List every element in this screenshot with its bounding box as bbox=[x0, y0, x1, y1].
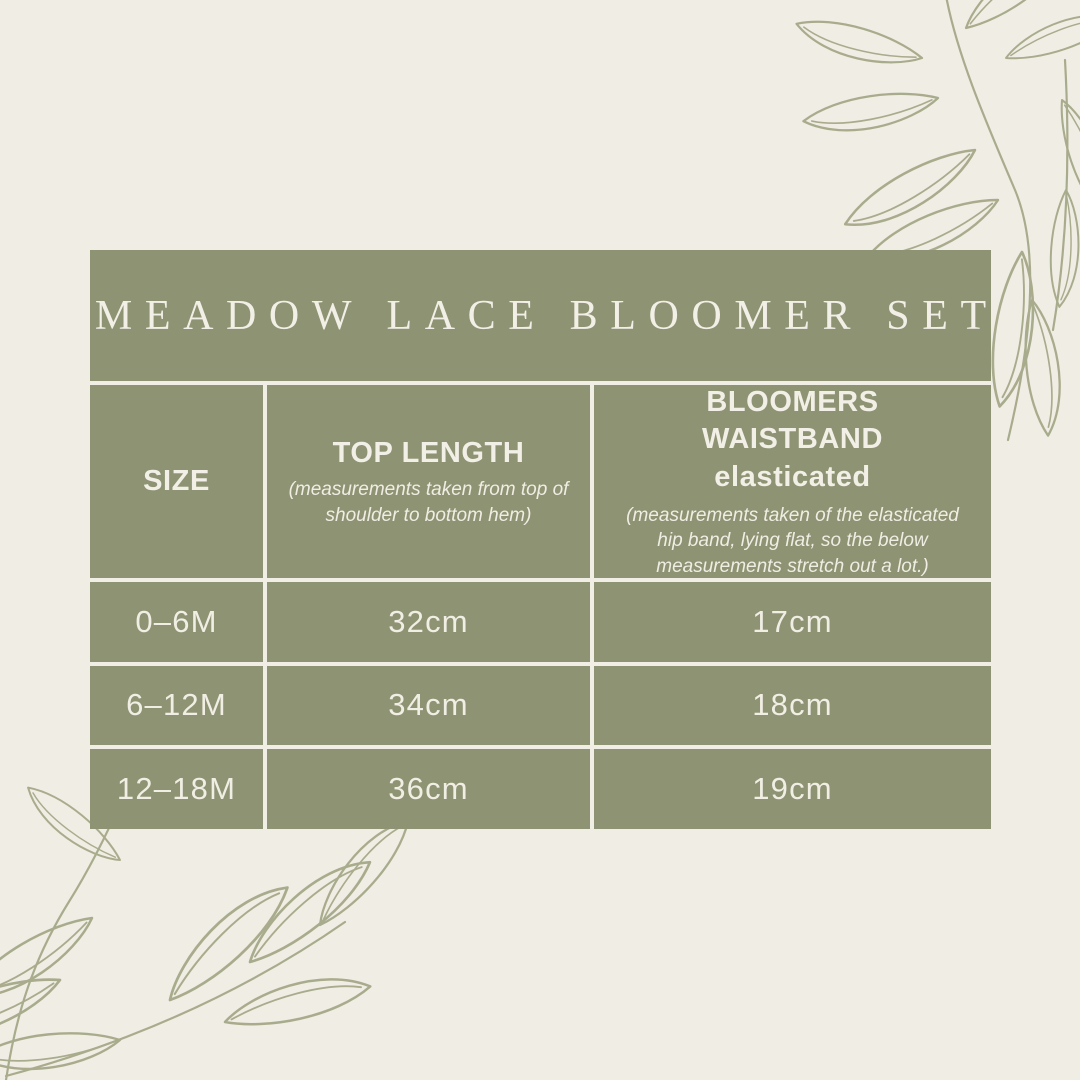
size-table bbox=[90, 381, 991, 829]
page-title: MEADOW LACE BLOOMER SET bbox=[94, 292, 999, 339]
title-band bbox=[90, 250, 999, 381]
table-row-2-top-length: 34cm bbox=[267, 666, 590, 746]
column-header-waistband bbox=[594, 385, 991, 578]
panel bbox=[90, 250, 999, 829]
column-header-waistband-note: (measurements taken of the elasticated hip band, lying flat, so the below measurements stretch out a lot.) bbox=[626, 504, 959, 577]
table-row-3-top-length: 36cm bbox=[267, 749, 590, 829]
column-header-size bbox=[90, 385, 263, 578]
table-row-3-waistband: 19cm bbox=[594, 749, 991, 829]
table-row-2-size: 6–12M bbox=[90, 666, 263, 746]
table-row-3-size: 12–18M bbox=[90, 749, 263, 829]
column-header-top-length bbox=[267, 385, 590, 578]
column-header-waistband-label: BLOOMERS WAISTBAND bbox=[701, 385, 883, 456]
table-row-1-waistband: 17cm bbox=[594, 582, 991, 662]
column-header-top-length-label: TOP LENGTH bbox=[332, 436, 525, 469]
column-header-waistband-sublabel: elasticated bbox=[714, 460, 871, 493]
table-row-2-waistband: 18cm bbox=[594, 666, 991, 746]
table-row-1-size: 0–6M bbox=[90, 582, 263, 662]
column-header-size-label: SIZE bbox=[143, 465, 210, 498]
table-row-1-top-length: 32cm bbox=[267, 582, 590, 662]
column-header-top-length-note: (measurements taken from top of shoulder to bottom hem) bbox=[288, 478, 569, 526]
